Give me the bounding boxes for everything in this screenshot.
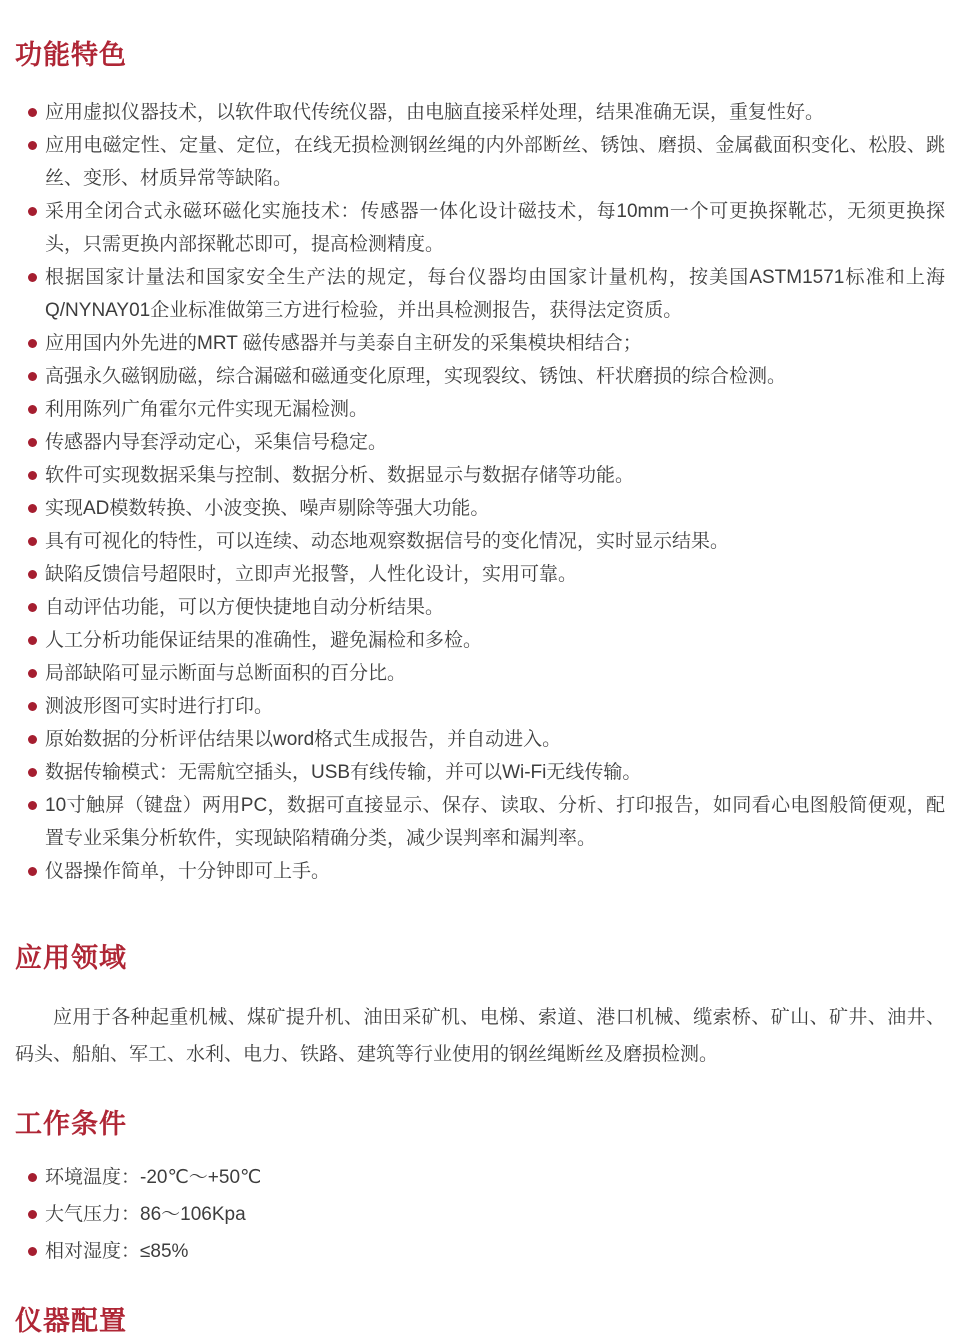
bullet-icon — [28, 570, 37, 579]
section-title-features: 功能特色 — [15, 40, 127, 70]
bullet-icon — [28, 438, 37, 447]
list-item — [15, 789, 945, 855]
bullet-icon — [28, 735, 37, 744]
list-item-text: 仪器操作简单，十分钟即可上手。 — [45, 861, 331, 882]
list-item — [15, 1233, 945, 1270]
list-item — [15, 1196, 945, 1233]
list-item-text: 自动评估功能，可以方便快捷地自动分析结果。 — [45, 597, 445, 618]
bullet-icon — [28, 636, 37, 645]
list-item-text: 利用陈列广角霍尔元件实现无漏检测。 — [45, 399, 369, 420]
list-item — [15, 360, 945, 393]
list-item-text: 高强永久磁钢励磁，综合漏磁和磁通变化原理，实现裂纹、锈蚀、杆状磨损的综合检测。 — [45, 366, 787, 387]
bullet-icon — [28, 801, 37, 810]
list-item-text: 缺陷反馈信号超限时，立即声光报警，人性化设计，实用可靠。 — [45, 564, 578, 585]
list-item — [15, 525, 945, 558]
list-item-text: 人工分析功能保证结果的准确性，避免漏检和多检。 — [45, 630, 483, 651]
list-item-text: 传感器内导套浮动定心，采集信号稳定。 — [45, 432, 388, 453]
list-item-text: 采用全闭合式永磁环磁化实施技术：传感器一体化设计磁技术，每10mm一个可更换探靴芯，无须更换探头，只需更换内部探靴芯即可，提高检测精度。 — [45, 201, 945, 255]
section-configuration — [15, 1306, 945, 1336]
list-item-text: 实现AD模数转换、小波变换、噪声剔除等强大功能。 — [45, 498, 490, 519]
list-item — [15, 327, 945, 360]
list-item-text: 10寸触屏（键盘）两用PC，数据可直接显示、保存、读取、分析、打印报告，如同看心电图般简便观，配置专业采集分析软件，实现缺陷精确分类，减少误判率和漏判率。 — [45, 795, 945, 849]
bullet-icon — [28, 339, 37, 348]
list-item — [15, 459, 945, 492]
bullet-icon — [28, 405, 37, 414]
list-item-text: 应用电磁定性、定量、定位，在线无损检测钢丝绳的内外部断丝、锈蚀、磨损、金属截面积变化、松股、跳丝、变形、材质异常等缺陷。 — [45, 135, 945, 189]
bullet-icon — [28, 108, 37, 117]
list-item — [15, 1159, 945, 1196]
bullet-icon — [28, 1210, 37, 1219]
bullet-icon — [28, 141, 37, 150]
bullet-icon — [28, 537, 37, 546]
list-item — [15, 657, 945, 690]
list-item-text: 局部缺陷可显示断面与总断面积的百分比。 — [45, 663, 407, 684]
list-item — [15, 96, 945, 129]
list-item — [15, 624, 945, 657]
section-title-configuration: 仪器配置 — [15, 1306, 127, 1336]
application-paragraph: 应用于各种起重机械、煤矿提升机、油田采矿机、电梯、索道、港口机械、缆索桥、矿山、矿井、油井、码头、船舶、军工、水利、电力、铁路、建筑等行业使用的钢丝绳断丝及磨损检测。 — [15, 1007, 945, 1065]
section-features — [15, 40, 945, 888]
list-item — [15, 558, 945, 591]
list-item — [15, 756, 945, 789]
list-item-text: 软件可实现数据采集与控制、数据分析、数据显示与数据存储等功能。 — [45, 465, 635, 486]
bullet-icon — [28, 372, 37, 381]
list-item-text: 应用虚拟仪器技术，以软件取代传统仪器，由电脑直接采样处理，结果准确无误，重复性好。 — [45, 102, 825, 123]
features-list — [15, 96, 945, 888]
bullet-icon — [28, 471, 37, 480]
list-item-text: 原始数据的分析评估结果以word格式生成报告，并自动进入。 — [45, 729, 562, 750]
list-item-text: 相对湿度：≤85% — [45, 1241, 189, 1262]
bullet-icon — [28, 768, 37, 777]
list-item — [15, 723, 945, 756]
list-item — [15, 492, 945, 525]
working-conditions-list — [15, 1159, 945, 1270]
section-working-conditions — [15, 1109, 945, 1270]
bullet-icon — [28, 702, 37, 711]
list-item-text: 数据传输模式：无需航空插头，USB有线传输，并可以Wi-Fi无线传输。 — [45, 762, 642, 783]
section-title-application: 应用领域 — [15, 943, 127, 973]
list-item-text: 根据国家计量法和国家安全生产法的规定，每台仪器均由国家计量机构，按美国ASTM1571标准和上海Q/NYNAY01企业标准做第三方进行检验，并出具检测报告，获得法定资质。 — [45, 267, 945, 321]
bullet-icon — [28, 669, 37, 678]
bullet-icon — [28, 1173, 37, 1182]
section-application — [15, 943, 945, 1073]
bullet-icon — [28, 603, 37, 612]
bullet-icon — [28, 867, 37, 876]
list-item-text: 应用国内外先进的MRT 磁传感器并与美泰自主研发的采集模块相结合； — [45, 333, 642, 354]
list-item — [15, 129, 945, 195]
list-item-text: 测波形图可实时进行打印。 — [45, 696, 274, 717]
list-item — [15, 195, 945, 261]
list-item-text: 环境温度：-20℃～+50℃ — [45, 1167, 262, 1188]
list-item — [15, 261, 945, 327]
bullet-icon — [28, 273, 37, 282]
list-item — [15, 426, 945, 459]
list-item-text: 大气压力：86～106Kpa — [45, 1204, 246, 1225]
list-item — [15, 591, 945, 624]
list-item-text: 具有可视化的特性，可以连续、动态地观察数据信号的变化情况，实时显示结果。 — [45, 531, 730, 552]
list-item — [15, 690, 945, 723]
bullet-icon — [28, 207, 37, 216]
list-item — [15, 393, 945, 426]
section-title-working-conditions: 工作条件 — [15, 1109, 127, 1139]
list-item — [15, 855, 945, 888]
bullet-icon — [28, 1247, 37, 1256]
bullet-icon — [28, 504, 37, 513]
